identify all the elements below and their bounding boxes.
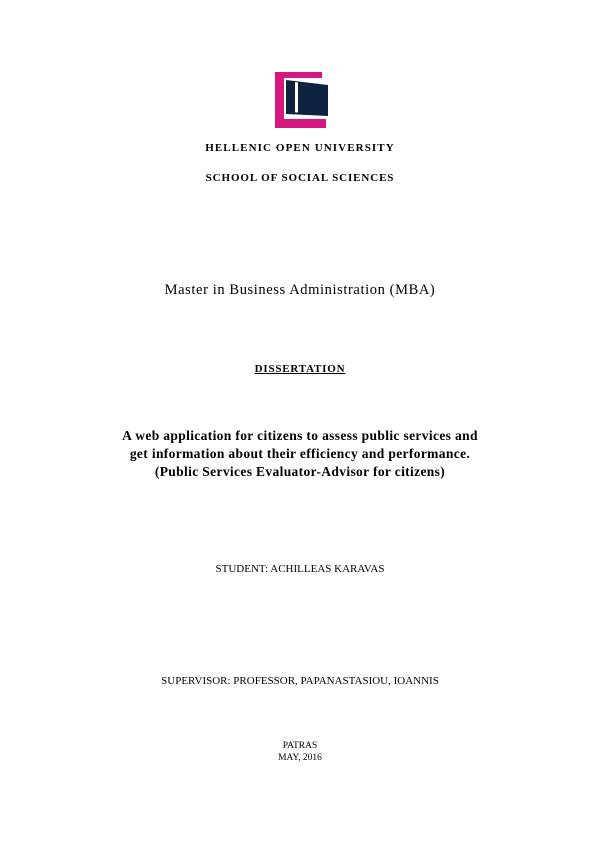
- university-logo-icon: [275, 72, 329, 128]
- city: PATRAS: [282, 741, 318, 751]
- document-type-heading: DISSERTATION: [254, 363, 346, 375]
- school-name: SCHOOL OF SOCIAL SCIENCES: [205, 172, 395, 184]
- title-line-3: (Public Services Evaluator-Advisor for citizens): [154, 464, 446, 479]
- title-line-2: get information about their efficiency and performance.: [129, 446, 471, 461]
- student-name: STUDENT: ACHILLEAS KARAVAS: [215, 563, 385, 575]
- university-name: HELLENIC OPEN UNIVERSITY: [205, 142, 395, 154]
- dissertation-title: [0, 427, 600, 481]
- degree-program: Master in Business Administration (MBA): [164, 282, 436, 298]
- title-line-1: A web application for citizens to assess public services and: [122, 428, 478, 443]
- date: MAY, 2016: [278, 753, 322, 763]
- supervisor-name: SUPERVISOR: PROFESSOR, PAPANASTASIOU, IOANNIS: [161, 675, 439, 687]
